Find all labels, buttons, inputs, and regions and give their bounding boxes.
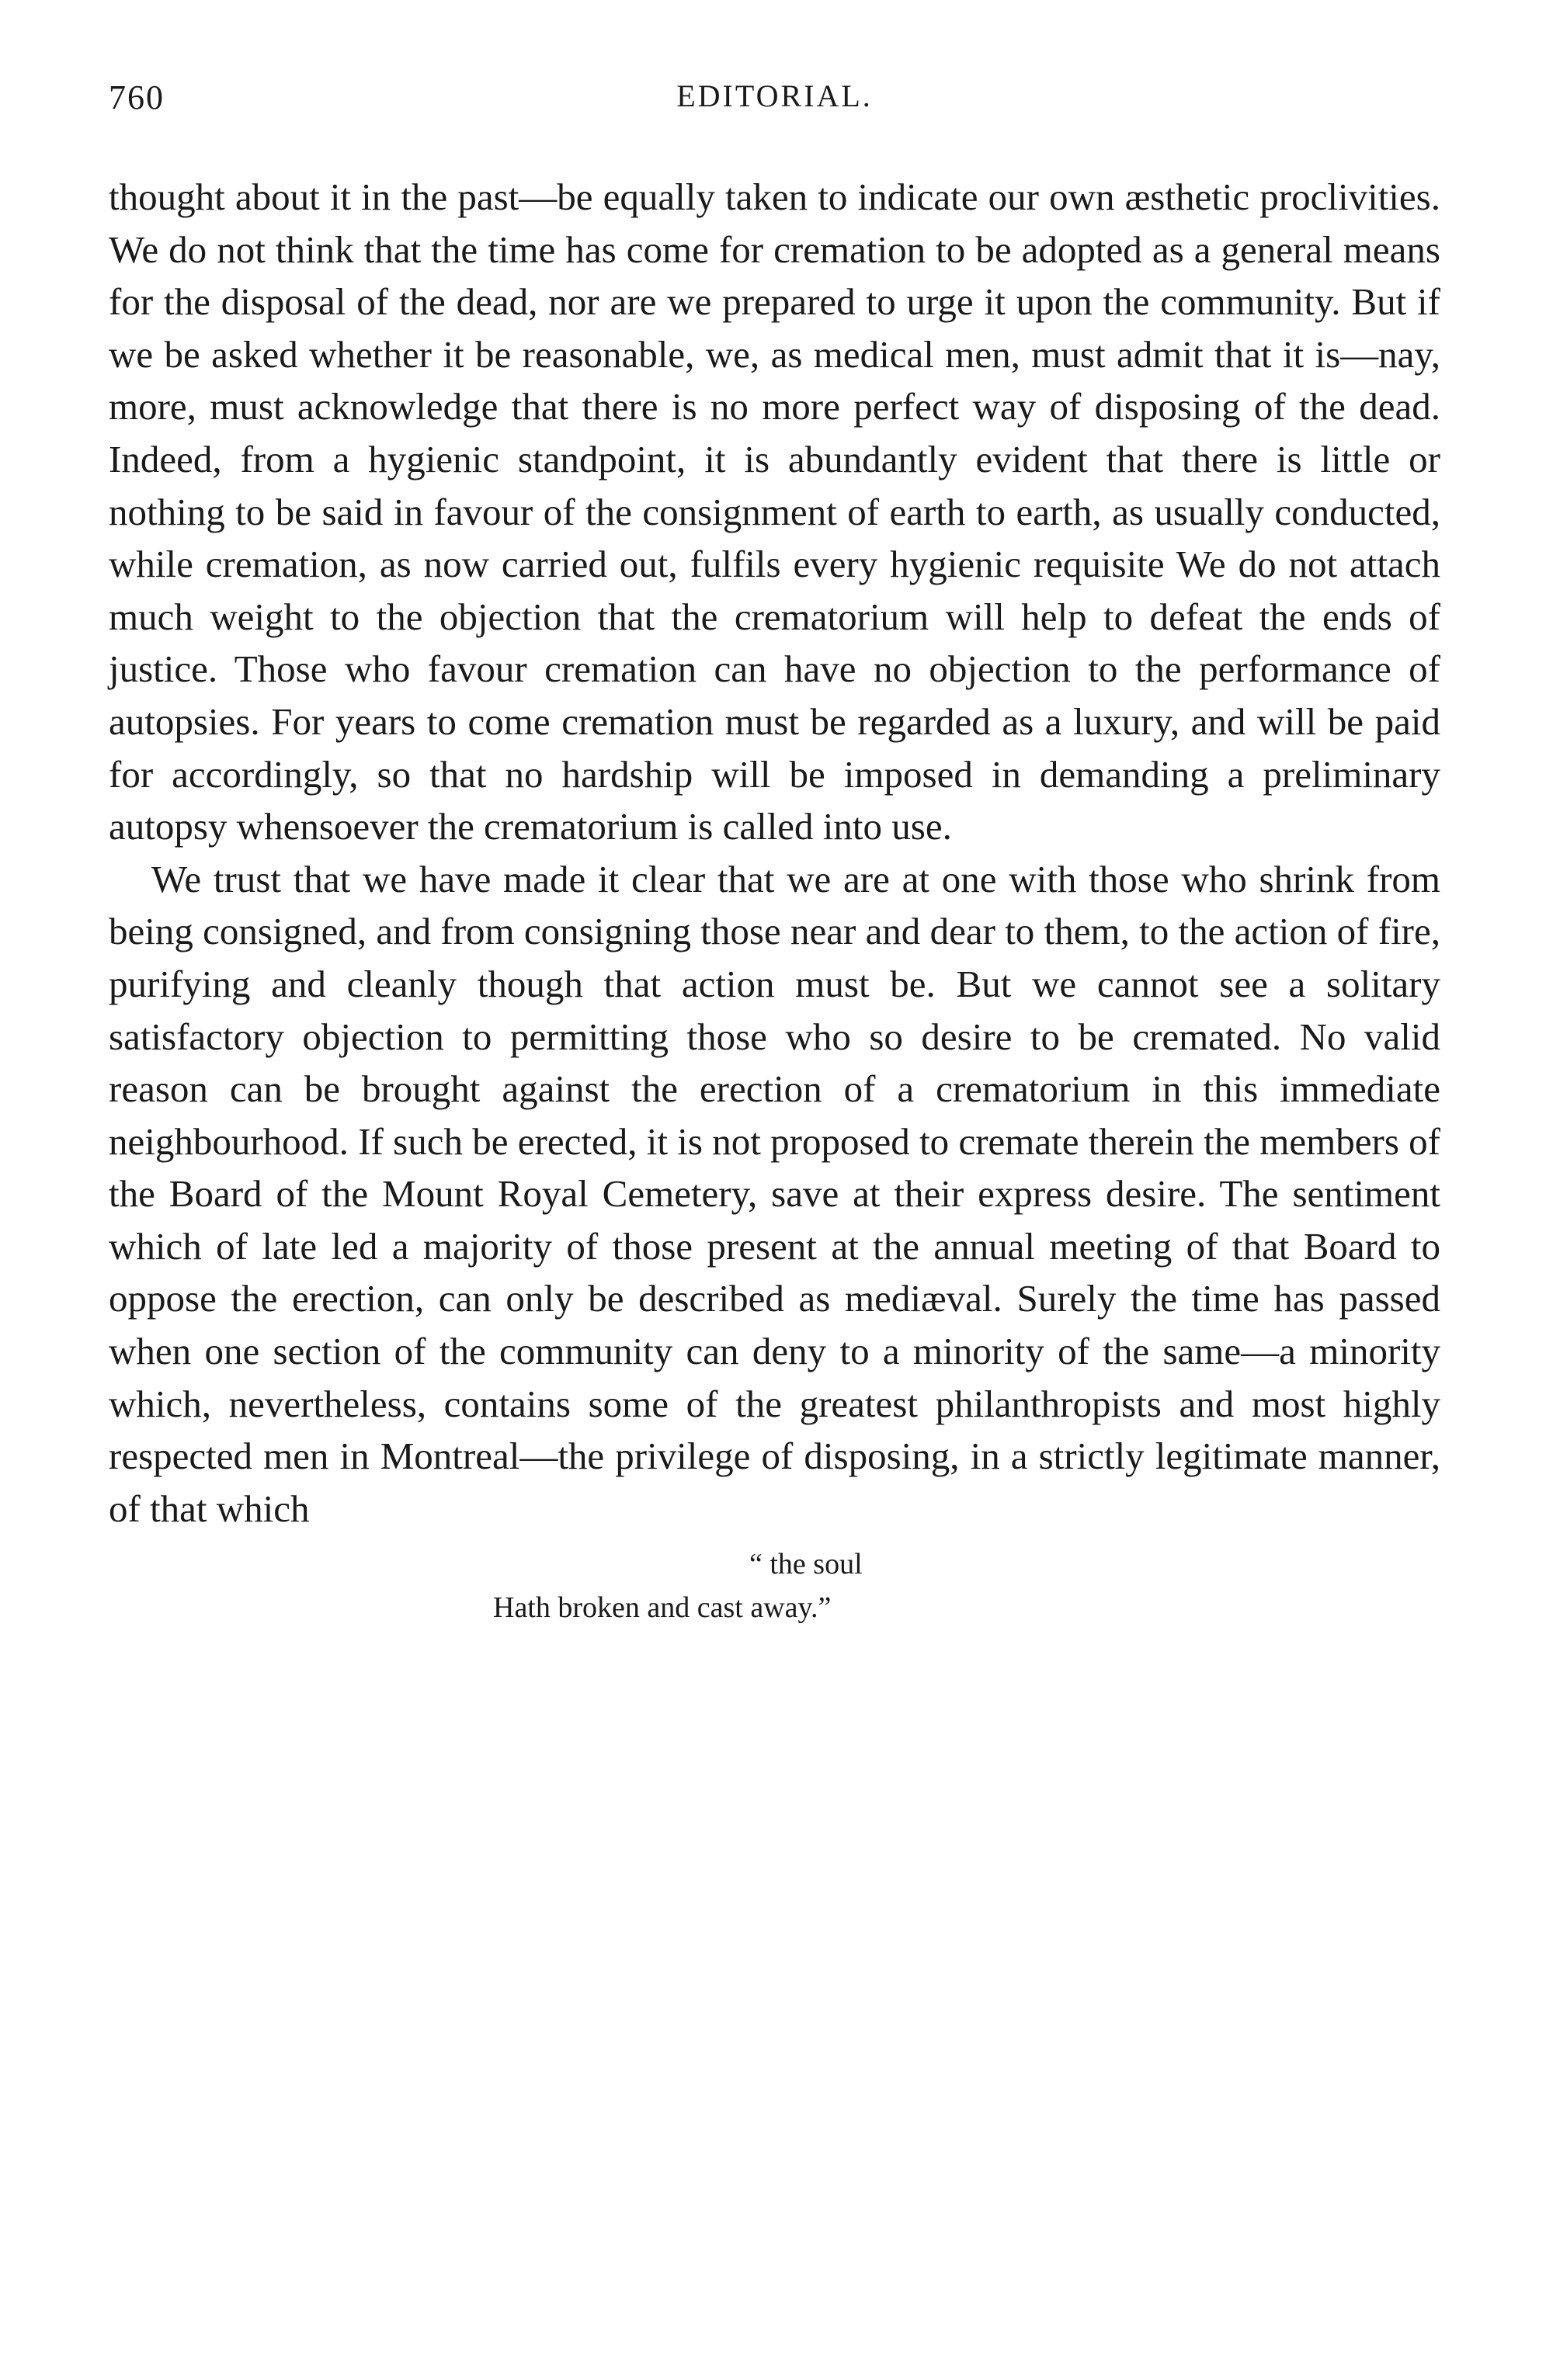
section-title: EDITORIAL. bbox=[676, 78, 873, 113]
closing-quotation bbox=[493, 1542, 1440, 1629]
paragraph-1: thought about it in the past—be equally taken to indicate our own æsthetic proclivities. We do not think that the time has come for cremation to be adopted as a general means for the disposal of the dead, nor are we prepared to urge it upon the community. But if we be asked whether it be reasonable, we, as medical men, must admit that it is—nay, more, must acknowledge that there is no more perfect way of disposing of the dead. Indeed, from a hygienic standpoint, it is abundantly evident that there is little or nothing to be said in favour of the consignment of earth to earth, as usually conducted, while cremation, as now carried out, fulfils every hygienic requisite We do not attach much weight to the objection that the crematorium will help to defeat the ends of justice. Those who favour cremation can have no objection to the performance of autopsies. For years to come cremation must be regarded as a luxury, and will be paid for accordingly, so that no hardship will be imposed in demanding a preliminary autopsy whensoever the crematorium is called into use. bbox=[109, 175, 1440, 848]
paragraph-2: We trust that we have made it clear that we are at one with those who shrink from being consigned, and from consigning those near and dear to them, to the action of fire, purifying and cleanly though that action must be. But we cannot see a solitary satisfactory objection to permitting those who so desire to be cremated. No valid reason can be brought against the erection of a crematorium in this immediate neighbourhood. If such be erected, it is not proposed to cremate therein the members of the Board of the Mount Royal Cemetery, save at their express desire. The sentiment which of late led a majority of those present at the annual meeting of that Board to oppose the erection, can only be described as mediæval. Surely the time has passed when one section of the community can deny to a minority of the same—a minority which, nevertheless, contains some of the greatest philanthropists and most highly respected men in Montreal—the privilege of disposing, in a strictly legitimate manner, of that which bbox=[109, 857, 1440, 1530]
quotation-line-2: Hath broken and cast away.” bbox=[493, 1591, 832, 1625]
quotation-line-1: “ the soul bbox=[749, 1548, 863, 1581]
running-head bbox=[109, 78, 1440, 132]
document-page bbox=[109, 78, 1440, 1629]
body-text bbox=[109, 171, 1440, 1535]
page-number: 760 bbox=[109, 78, 165, 116]
